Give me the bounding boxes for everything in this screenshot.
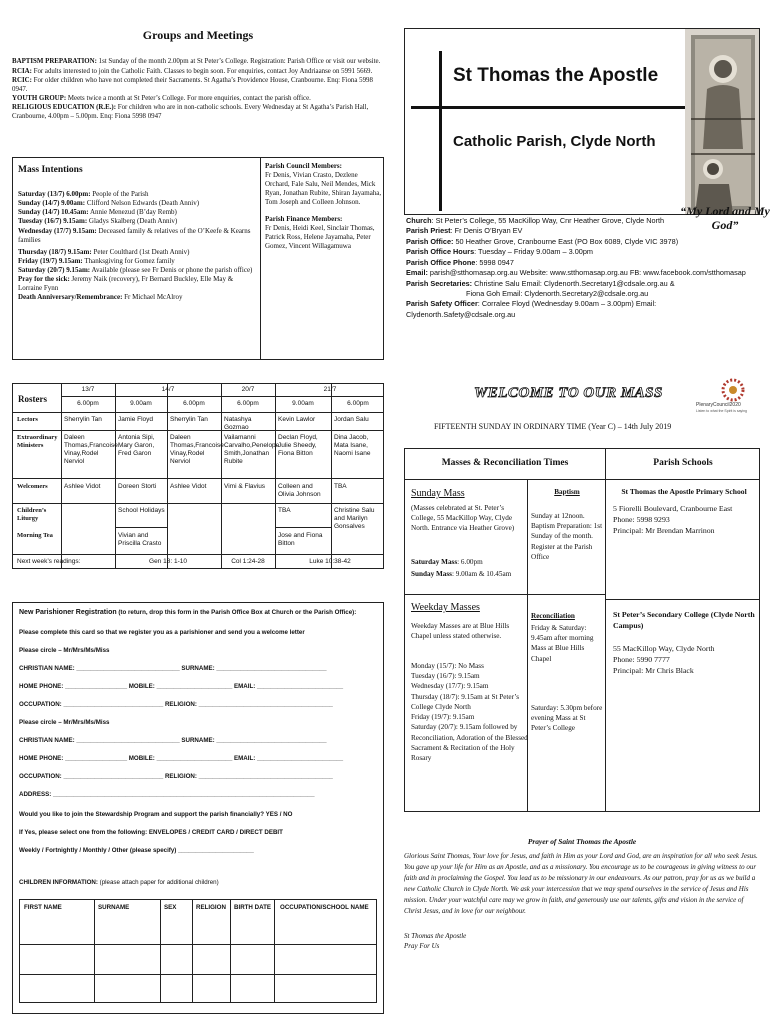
form-circle-title: Please circle – Mr/Mrs/Ms/Miss [19, 647, 110, 654]
intention-line: Wednesday (17/7) 9.15am: Deceased family & relatives of the O’Keefe & Kearns families [18, 226, 251, 244]
council-title: Parish Council Members: [265, 162, 342, 170]
parish-name: St Thomas the Apostle [453, 65, 659, 86]
school1-title: St Thomas the Apostle Primary School [621, 487, 747, 496]
quote-text: “My Lord and My God” [680, 204, 770, 232]
roster-cell: TBA [334, 483, 347, 490]
roster-cell: Sherrylin Tan [64, 416, 102, 423]
roster-date: 13/7 [81, 386, 95, 393]
groups-item: RCIA: For adults interested to join the Catholic Faith. Classes to begin soon. For enquiries, contact Joy Andriaanse on 5991 5669. [12, 67, 373, 75]
roster-cell: Antonia Sipi, Mary Garon, Fred Garon [118, 434, 155, 458]
parish-subtitle: Catholic Parish, Clyde North [453, 133, 656, 150]
roster-cell: Natashya Gozmao [224, 416, 252, 432]
christian-name-field[interactable]: CHRISTIAN NAME: ______________________________ SURNAME: ________________________________ [19, 665, 327, 672]
info-line: Church: St Peter’s College, 55 MacKillop Way, Cnr Heather Grove, Clyde North [406, 216, 665, 225]
reconciliation-text: Friday & Saturday: 9.45am after morning Mass at Blue Hills Chapel [531, 624, 594, 663]
info-line: Parish Office Hours: Tuesday – Friday 9.00am – 3.00pm [406, 247, 593, 257]
school1-text: 5 Fiorelli Boulevard, Cranbourne East Phone: 5998 9293 Principal: Mr Brendan Marrinon [613, 504, 733, 536]
sunday-title: FIFTEENTH SUNDAY IN ORDINARY TIME (Year C) – 14th July 2019 [434, 422, 672, 431]
weekday-list: Monday (15/7): No Mass Tuesday (16/7): 9.15am Wednesday (17/7): 9.15am Thursday (18/7): 9.15am at St Peter’s College Clyde North Friday (19/7): 9.15am Saturday (20/7): 9.15am followed by Reconciliation, Adoration of the Blessed Sacrament & Recitation of the Holy Rosary [411, 662, 528, 762]
info-line: Parish Office Phone: 5998 0947 [406, 257, 514, 267]
roster-cell: Colleen and Olivia Johnson [278, 483, 321, 499]
info-line: Parish Secretaries: Christine Salu Email: Clydenorth.Secretary1@cdsale.org.au & [406, 278, 675, 288]
col-header: RELIGION [196, 904, 226, 911]
finance-members: Fr Denis, Heidi Keel, Sinclair Thomas, Patrick Ross, Helene Jayamaha, Peter Gomez, Vincent Willagamuwa [265, 223, 375, 250]
prayer-sign: St Thomas the Apostle [404, 931, 467, 940]
info-line: Parish Office: 50 Heather Grove, Cranbourne East (PO Box 6089, Clyde VIC 3978) [406, 236, 679, 246]
plenary-logo-sub: Listen to what the Spirit is saying [696, 409, 747, 413]
weekday-title: Weekday Masses [411, 602, 480, 613]
cross-bar [411, 106, 701, 109]
baptism-title: Baptism [554, 488, 580, 496]
col-header: BIRTH DATE [234, 904, 272, 911]
masses-header: Masses & Reconciliation Times [441, 458, 569, 468]
rosters-table [12, 383, 384, 569]
roster-cell: Daleen Thomas,Francoise Vinay,Rodel Nerviol [64, 434, 118, 466]
mass-intentions-title: Mass Intentions [18, 165, 83, 175]
roster-time: 9.00am [130, 400, 152, 407]
roster-cell: Declan Floyd, Julie Sheedy, Fiona Bitton [278, 434, 318, 458]
roster-date: 14/7 [161, 386, 175, 393]
saturday-mass: Saturday Mass: 6.00pm [411, 558, 483, 566]
stewardship-question: Would you like to join the Stewardship Program and support the parish financially? YES / NO [19, 811, 293, 818]
groups-section [12, 28, 384, 122]
reconciliation-title: Reconciliation [531, 612, 575, 620]
intention-line: Saturday (13/7) 6.00pm: People of the Parish [18, 190, 149, 199]
reading: Luke 10:38-42 [309, 558, 351, 565]
roster-time: 9.00am [292, 400, 314, 407]
welcome-title: WELCOME TO OUR MASS [474, 385, 663, 401]
col-header: SURNAME [98, 904, 130, 911]
roster-cell: Kevin Lawlor [278, 416, 316, 423]
roster-date: 20/7 [241, 386, 255, 393]
roster-role: Extraordinary Ministers [17, 434, 58, 450]
roster-cell: Christine Salu and Marilyn Gonsalves [334, 507, 375, 531]
intention-line: Sunday (14/7) 10.45am: Annie Menezud (B’day Remb) [18, 208, 177, 217]
parish-council [261, 158, 385, 359]
intention-line: Thursday (18/7) 9.15am: Peter Coulthard (1st Death Anniv) [18, 247, 190, 256]
roster-cell: Dina Jacob, Mata Isane, Naomi Isane [334, 434, 371, 458]
info-line: Parish Safety Officer: Corralee Floyd (Wednesday 9.00am – 3.00pm) Email: Clydenorth.Safety@cdsale.org.au [406, 299, 657, 319]
phone-field[interactable]: HOME PHONE: __________________ MOBILE: ______________________ EMAIL: _________________________ [19, 683, 344, 690]
next-readings-label: Next week’s readings: [17, 558, 81, 565]
sunday-mass-text: (Masses celebrated at St. Peter’s College, 55 MacKillop Way, Clyde North. Entrance via Heather Grove) [411, 504, 515, 533]
roster-cell: Doreen Storti [118, 483, 157, 490]
prayer-title: Prayer of Saint Thomas the Apostle [527, 837, 637, 846]
intention-line: Death Anniversary/Remembrance: Fr Michael McAlroy [18, 293, 183, 302]
school2-title: St Peter’s Secondary College (Clyde North Campus) [613, 610, 755, 631]
roster-cell: Ashlee Vidot [170, 483, 207, 490]
groups-item: BAPTISM PREPARATION: 1st Sunday of the month 2.00pm at St Peter’s College. Registration: Parish Office or visit our website. [12, 58, 381, 66]
roster-cell: Jamie Floyd [118, 416, 154, 423]
roster-role: Lectors [17, 416, 38, 423]
intention-line: Tuesday (16/7) 9.15am: Gladys Skalberg (Death Anniv) [18, 217, 178, 226]
roster-cell: Jose and Fiona Bitton [278, 532, 323, 548]
council-members: Fr Denis, Vivian Crasto, Dezlene Orchard, Fale Salu, Neil Mendes, Mick Ryan, Jonathan Rubite, Shiran Jayamaha, Tom Joseph and Colleen Johnson. [265, 170, 382, 206]
col-header: SEX [164, 904, 177, 911]
prayer-sign: Pray For Us [404, 942, 440, 951]
weekday-text: Weekday Masses are at Blue Hills Chapel unless stated otherwise. [411, 622, 510, 641]
baptism-text: Sunday at 12noon. Baptism Preparation: 1st Sunday of the month. Register at the Parish Office [531, 512, 603, 561]
roster-time: 6.00pm [347, 400, 369, 407]
sunday-mass-title: Sunday Mass [411, 488, 465, 499]
roster-cell: Ashlee Vidot [64, 483, 101, 490]
form-title: New Parishioner Registration (to return, drop this form in the Parish Office Box at Church or the Parish Office): [19, 609, 357, 616]
info-line: Fiona Goh Email: Clydenorth.Secretary2@cdsale.org.au [466, 288, 649, 298]
plenary-logo-text: PlenaryCouncil2020 [696, 402, 741, 408]
sunday-mass: Sunday Mass: 9.00am & 10.45am [411, 570, 512, 578]
roster-time: 6.00pm [183, 400, 205, 407]
cross-icon [439, 51, 442, 211]
finance-title: Parish Finance Members: [265, 214, 343, 223]
intention-line: Saturday (20/7) 9.15am: Available (please see Fr Denis or phone the parish office) [18, 265, 253, 274]
roster-time: 6.00pm [77, 400, 99, 407]
reconciliation-text2: Saturday: 5.30pm before evening Mass at St Peter’s College [531, 704, 603, 733]
intention-line: Sunday (14/7) 9.00am: Clifford Nelson Edwards (Death Anniv) [18, 199, 200, 208]
roster-role: Morning Tea [17, 532, 53, 539]
christian-name-field[interactable]: CHRISTIAN NAME: ______________________________ SURNAME: ________________________________ [19, 737, 327, 744]
plenary-logo-icon [718, 378, 748, 402]
prayer-text: Glorious Saint Thomas, Your love for Jesus, and faith in Him as your Lord and God, are an inspiration for all who seek Jesus. You gave up your life for Him as an Apostle, and as a missionary. You encourage us to be courageous in giving witness to our faith and in proclaiming the Gospel. You lead us to be missionary in our endeavours. As our patron, pray for us as we build a new Catholic Church in Clyde North. We ask your intercession that we may spend ourselves in the service of Jesus and His mission. Under your watchful care may we grow in faith, and generously use our talents, gifts and vision in the service of Christ Jesus, and in love for our neighbour. [404, 852, 758, 915]
prayer-section [404, 836, 760, 952]
groups-title: Groups and Meetings [142, 28, 254, 42]
occupation-field[interactable]: OCCUPATION: _____________________________ RELIGION: _______________________________________ [19, 701, 333, 708]
roster-cell: TBA [278, 507, 291, 514]
roster-cell: School Holidays [118, 507, 165, 514]
info-line: Parish Priest: Fr Denis O’Bryan EV [406, 226, 523, 236]
school2-text: 55 MacKillop Way, Clyde North Phone: 5990 7777 Principal: Mr Chris Black [613, 644, 715, 676]
new-parishioner-form [12, 602, 384, 1014]
roster-cell: Vailamanni Carvalho,Penelope Smith,Jonathan Rubite [224, 434, 280, 466]
roster-cell: Vimi & Flavius [224, 483, 266, 490]
roster-role: Welcomers [17, 483, 48, 490]
col-header: OCCUPATION/SCHOOL NAME [280, 904, 369, 911]
address-field[interactable]: ADDRESS: ____________________________________________________________________________ [19, 791, 315, 798]
roster-cell: Vivian and Priscilla Crasto [118, 532, 162, 548]
masses-box [404, 448, 760, 812]
groups-item: RCIC: For older children who have not completed their Sacraments. St Agatha’s Providence House, Cranbourne. Enq: Fiona 5998 0947. [12, 76, 373, 93]
roster-role: Children’s Liturgy [17, 507, 47, 523]
roster-cell: Daleen Thomas,Francoise Vinay,Rodel Nerviol [170, 434, 224, 466]
roster-date: 21/7 [323, 386, 337, 393]
reading: Gen 18: 1-10 [149, 558, 187, 565]
frequency-field[interactable]: Weekly / Fortnightly / Monthly / Other (please specify) ______________________ [19, 847, 254, 854]
roster-cell: Sherrylin Tan [170, 416, 208, 423]
mass-intentions [13, 158, 261, 359]
col-header: FIRST NAME [24, 904, 62, 911]
intention-line: Friday (19/7) 9.15am: Thanksgiving for Gomez family [18, 256, 175, 265]
groups-item: RELIGIOUS EDUCATION (R.E.): For children who are in non-catholic schools. Every Wednesday at St Agatha’s Parish Hall, Cranbourne, 4.00pm – 5.00pm. Enq: Fiona 5998 0947 [12, 104, 369, 121]
intention-line: Pray for the sick: Jeremy Naik (recovery), Fr Bernard Buckley, Elle May & Lorraine Fynn [18, 275, 234, 293]
form-intro: Please complete this card so that we register you as a parishioner and send you a welcome letter [19, 629, 305, 636]
welcome-section [404, 378, 760, 444]
rosters-title: Rosters [18, 394, 47, 404]
roster-cell: Jordan Salu [334, 416, 369, 423]
occupation-field[interactable]: OCCUPATION: _____________________________ RELIGION: _______________________________________ [19, 773, 333, 780]
info-line: Email: parish@stthomasap.org.au Website: www.stthomasap.org.au FB: www.facebook.com/stthomasap [406, 268, 746, 278]
form-circle-title: Please circle – Mr/Mrs/Ms/Miss [19, 719, 110, 726]
phone-field[interactable]: HOME PHONE: __________________ MOBILE: ______________________ EMAIL: _________________________ [19, 755, 344, 762]
stained-glass-image [685, 29, 760, 215]
groups-item: YOUTH GROUP: Meets twice a month at St Peter’s College. For more enquiries, contact the parish office. [12, 95, 311, 103]
plenary-council-logo [696, 378, 758, 418]
roster-time: 6.00pm [237, 400, 259, 407]
payment-select: If Yes, please select one from the following: ENVELOPES / CREDIT CARD / DIRECT DEBIT [19, 829, 283, 836]
children-info-label: CHILDREN INFORMATION: (please attach paper for additional children) [19, 879, 219, 886]
parish-header [404, 28, 760, 215]
schools-header: Parish Schools [653, 458, 713, 468]
mass-intentions-box [12, 157, 384, 360]
children-table [19, 899, 377, 1003]
reading: Col 1:24-28 [231, 558, 265, 565]
